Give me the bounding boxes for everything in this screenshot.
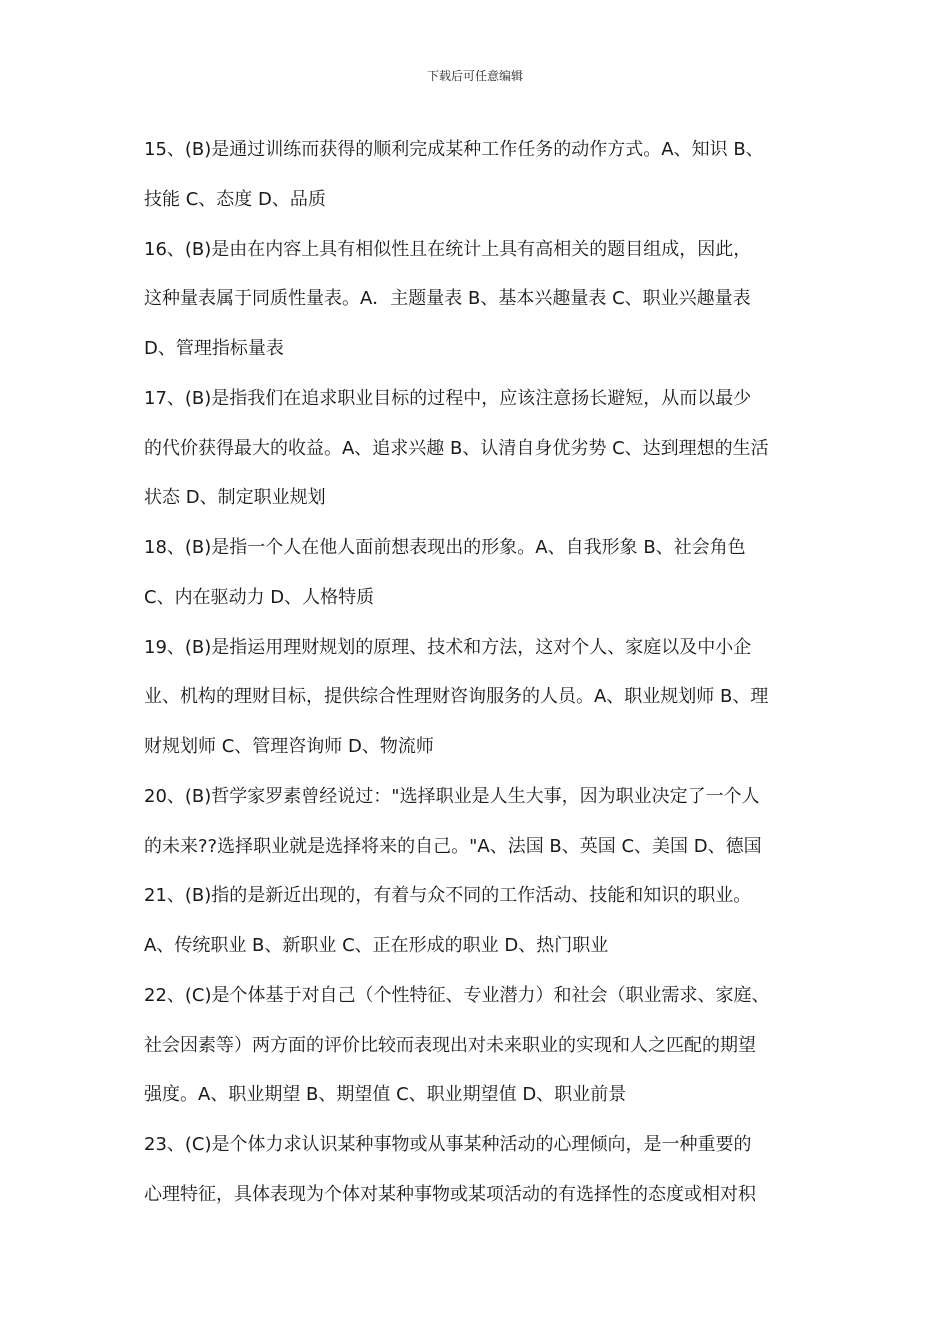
question-21: [144, 871, 824, 971]
question-15: [144, 125, 824, 225]
question-line: 19、(B)是指运用理财规划的原理、技术和方法，这对个人、家庭以及中小企: [144, 636, 752, 658]
question-23: [144, 1120, 824, 1220]
question-22: [144, 971, 824, 1120]
question-line: 心理特征，具体表现为个体对某种事物或某项活动的有选择性的态度或相对积: [144, 1183, 756, 1205]
question-line: C、内在驱动力 D、人格特质: [144, 586, 375, 608]
document-body: [144, 125, 824, 1220]
question-line: 的代价获得最大的收益。A、追求兴趣 B、认清自身优劣势 C、达到理想的生活: [144, 437, 769, 459]
question-line: 强度。A、职业期望 B、期望值 C、职业期望值 D、职业前景: [144, 1084, 627, 1106]
question-line: 这种量表属于同质性量表。A．主题量表 B、基本兴趣量表 C、职业兴趣量表: [144, 288, 751, 310]
question-19: [144, 623, 824, 772]
page-header: 下载后可任意编辑: [426, 69, 523, 83]
question-line: A、传统职业 B、新职业 C、正在形成的职业 D、热门职业: [144, 935, 609, 956]
question-line: 17、(B)是指我们在追求职业目标的过程中，应该注意扬长避短，从而以最少: [144, 387, 752, 409]
question-line: 业、机构的理财目标，提供综合性理财咨询服务的人员。A、职业规划师 B、理: [144, 686, 769, 708]
question-line: 16、(B)是由在内容上具有相似性且在统计上具有高相关的题目组成，因此，: [144, 238, 752, 260]
question-20: [144, 772, 824, 872]
question-line: 23、(C)是个体力求认识某种事物或从事某种活动的心理倾向，是一种重要的: [144, 1134, 752, 1155]
question-line: 社会因素等）两方面的评价比较而表现出对未来职业的实现和人之匹配的期望: [144, 1034, 756, 1056]
question-line: 技能 C、态度 D、品质: [144, 188, 326, 210]
question-line: 的未来??选择职业就是选择将来的自己。"A、法国 B、英国 C、美国 D、德国: [144, 835, 762, 857]
question-18: [144, 523, 824, 623]
question-line: 22、(C)是个体基于对自己（个性特征、专业潜力）和社会（职业需求、家庭、: [144, 984, 770, 1006]
question-line: 21、(B)指的是新近出现的，有着与众不同的工作活动、技能和知识的职业。: [144, 885, 752, 907]
question-line: 18、(B)是指一个人在他人面前想表现出的形象。A、自我形象 B、社会角色: [144, 537, 746, 558]
question-line: 财规划师 C、管理咨询师 D、物流师: [144, 736, 434, 757]
question-17: [144, 374, 824, 523]
question-line: 状态 D、制定职业规划: [144, 487, 326, 509]
question-16: [144, 225, 824, 374]
question-line: D、管理指标量表: [144, 338, 284, 359]
question-line: 15、(B)是通过训练而获得的顺利完成某种工作任务的动作方式。A、知识 B、: [144, 139, 764, 160]
question-line: 20、(B)哲学家罗素曾经说过："选择职业是人生大事，因为职业决定了一个人: [144, 785, 760, 807]
